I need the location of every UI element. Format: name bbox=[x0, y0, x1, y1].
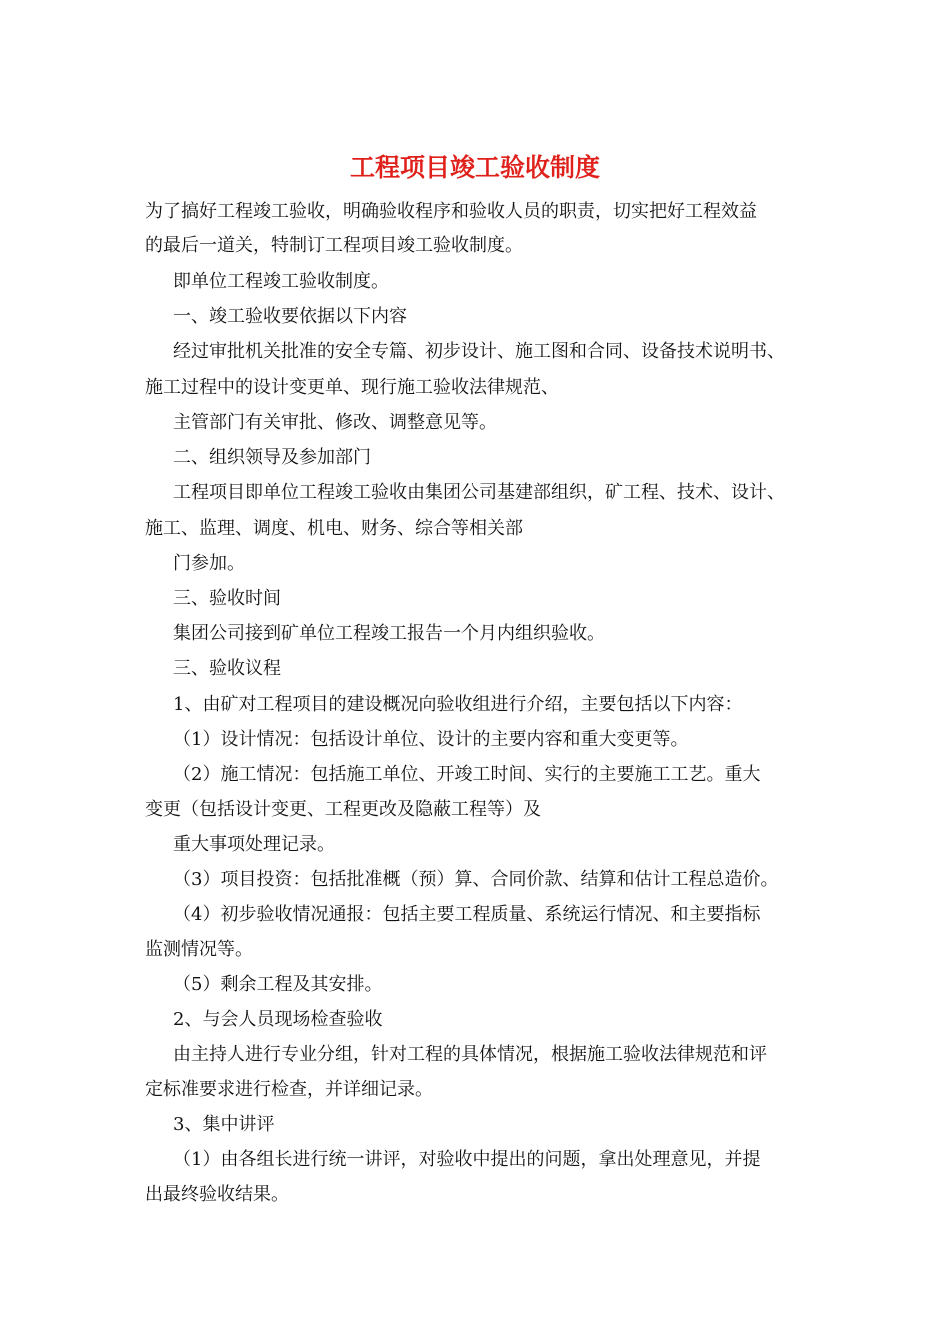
paragraph-line: 门参加。 bbox=[173, 553, 245, 574]
paragraph-line: 出最终验收结果。 bbox=[145, 1184, 289, 1205]
paragraph-line: 定标准要求进行检查，并详细记录。 bbox=[145, 1079, 433, 1100]
paragraph-line: 施工过程中的设计变更单、现行施工验收法律规范、 bbox=[145, 377, 559, 398]
paragraph-line: （4）初步验收情况通报：包括主要工程质量、系统运行情况、和主要指标 bbox=[173, 904, 761, 925]
section-heading: 一、竣工验收要依据以下内容 bbox=[173, 306, 407, 327]
paragraph-line: 主管部门有关审批、修改、调整意见等。 bbox=[173, 412, 497, 433]
paragraph-line: 重大事项处理记录。 bbox=[173, 834, 335, 855]
section-heading: 2、与会人员现场检查验收 bbox=[173, 1009, 383, 1030]
paragraph-line: （3）项目投资：包括批准概（预）算、合同价款、结算和估计工程总造价。 bbox=[173, 869, 779, 890]
paragraph-line: （5）剩余工程及其安排。 bbox=[173, 974, 383, 995]
paragraph-line: 即单位工程竣工验收制度。 bbox=[173, 271, 389, 292]
document-title: 工程项目竣工验收制度 bbox=[349, 153, 600, 182]
section-heading: 三、验收议程 bbox=[173, 658, 281, 679]
paragraph-line: 1、由矿对工程项目的建设概况向验收组进行介绍，主要包括以下内容： bbox=[173, 694, 743, 715]
paragraph-line: 监测情况等。 bbox=[145, 939, 253, 960]
paragraph-line: 施工、监理、调度、机电、财务、综合等相关部 bbox=[145, 518, 523, 539]
paragraph-line: （1）由各组长进行统一讲评，对验收中提出的问题，拿出处理意见，并提 bbox=[173, 1149, 761, 1170]
paragraph-line: 由主持人进行专业分组，针对工程的具体情况，根据施工验收法律规范和评 bbox=[173, 1044, 767, 1065]
paragraph-line: 的最后一道关，特制订工程项目竣工验收制度。 bbox=[145, 235, 523, 256]
paragraph-line: 经过审批机关批准的安全专篇、初步设计、施工图和合同、设备技术说明书、 bbox=[173, 341, 785, 362]
section-heading: 三、验收时间 bbox=[173, 588, 281, 609]
section-heading: 3、集中讲评 bbox=[173, 1114, 275, 1135]
paragraph-line: 集团公司接到矿单位工程竣工报告一个月内组织验收。 bbox=[173, 623, 605, 644]
paragraph-line: 工程项目即单位工程竣工验收由集团公司基建部组织，矿工程、技术、设计、 bbox=[173, 482, 785, 503]
section-heading: 二、组织领导及参加部门 bbox=[173, 447, 371, 468]
paragraph-line: （1）设计情况：包括设计单位、设计的主要内容和重大变更等。 bbox=[173, 729, 689, 750]
paragraph-line: 变更（包括设计变更、工程更改及隐蔽工程等）及 bbox=[145, 799, 541, 820]
paragraph-line: 为了搞好工程竣工验收，明确验收程序和验收人员的职责，切实把好工程效益 bbox=[145, 201, 757, 222]
paragraph-line: （2）施工情况：包括施工单位、开竣工时间、实行的主要施工工艺。重大 bbox=[173, 764, 761, 785]
